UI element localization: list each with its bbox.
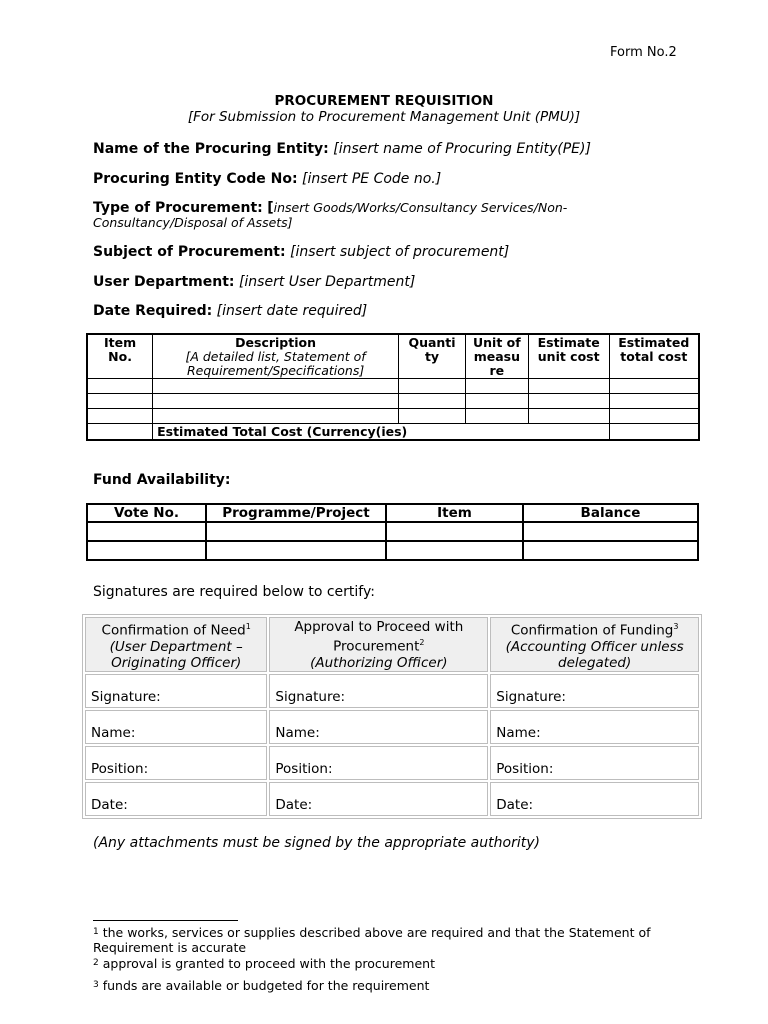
header-item-no: Item No. <box>87 334 153 379</box>
footnote-ref: 1 <box>245 622 251 631</box>
date-field[interactable]: Date: <box>269 782 488 816</box>
field-value: [insert User Department] <box>238 274 416 290</box>
field-label: Subject of Procurement: <box>93 244 286 260</box>
footnote-ref: 3 <box>673 622 679 631</box>
field-bracket: [ <box>267 200 274 216</box>
signatures-header-row <box>85 617 699 672</box>
position-field[interactable]: Position: <box>85 746 267 780</box>
column-role: (Accounting Officer unless <box>505 638 684 655</box>
fund-table <box>86 503 699 561</box>
name-field[interactable]: Name: <box>269 710 488 744</box>
header-balance: Balance <box>523 504 698 522</box>
cell[interactable] <box>386 522 523 541</box>
field-subject <box>93 244 509 260</box>
header-unit: Unit of measu re <box>465 334 528 379</box>
total-cost-label: Estimated Total Cost (Currency(ies) <box>153 424 610 441</box>
footnote-text-continued: Requirement is accurate <box>93 940 247 955</box>
total-row <box>87 424 699 441</box>
column-approval-to-proceed <box>269 617 488 672</box>
field-value: [insert date required] <box>216 303 368 319</box>
column-title-continued: Procurement <box>333 638 420 655</box>
cell[interactable] <box>609 379 699 394</box>
column-title: Confirmation of Funding <box>510 622 674 639</box>
footnote-text: approval is granted to proceed with the procurement <box>102 956 435 971</box>
cell[interactable] <box>87 541 206 560</box>
column-confirmation-of-funding <box>490 617 699 672</box>
column-role: (User Department – <box>109 638 243 655</box>
cell[interactable] <box>87 522 206 541</box>
footnote-mark: 1 <box>93 927 99 937</box>
header-unit-cost: Estimate unit cost <box>528 334 609 379</box>
items-table <box>86 333 700 441</box>
field-user-department <box>93 274 415 290</box>
footnote-text: funds are available or budgeted for the requirement <box>102 978 430 993</box>
header-description-sub: [A detailed list, Statement of Requirement/Specifications] <box>185 349 366 378</box>
column-title: Confirmation of Need <box>101 622 246 639</box>
column-confirmation-of-need <box>85 617 267 672</box>
position-field[interactable]: Position: <box>269 746 488 780</box>
field-label: Name of the Procuring Entity: <box>93 141 329 157</box>
cell <box>87 424 153 441</box>
table-row <box>87 522 698 541</box>
fund-header-row <box>87 504 698 522</box>
page-subtitle: [For Submission to Procurement Management Unit (PMU)] <box>187 109 581 125</box>
items-header-row <box>87 334 699 379</box>
signature-field[interactable]: Signature: <box>85 674 267 708</box>
footnote-3 <box>93 978 693 993</box>
cell[interactable] <box>399 409 466 424</box>
footnote-text: the works, services or supplies described above are required and that the Statement of <box>102 925 651 940</box>
date-field[interactable]: Date: <box>85 782 267 816</box>
field-label: Type of Procurement: <box>93 200 263 216</box>
cell[interactable] <box>523 522 698 541</box>
field-value: insert Goods/Works/Consultancy Services/Non- <box>273 200 568 215</box>
field-value: [insert subject of procurement] <box>290 244 510 260</box>
total-cost-cell[interactable] <box>609 424 699 441</box>
name-row <box>85 710 699 744</box>
signature-field[interactable]: Signature: <box>269 674 488 708</box>
table-row <box>87 394 699 409</box>
signatures-intro: Signatures are required below to certify: <box>93 584 375 600</box>
header-description-label: Description <box>235 335 317 350</box>
header-description <box>153 334 399 379</box>
date-row <box>85 782 699 816</box>
field-label: User Department: <box>93 274 235 290</box>
field-entity-name <box>93 141 591 157</box>
cell[interactable] <box>206 541 386 560</box>
page-title: PROCUREMENT REQUISITION <box>274 93 494 109</box>
header-item: Item <box>386 504 523 522</box>
footnote-mark: 2 <box>93 958 99 968</box>
name-field[interactable]: Name: <box>85 710 267 744</box>
table-row <box>87 541 698 560</box>
field-label: Procuring Entity Code No: <box>93 171 298 187</box>
cell[interactable] <box>399 394 466 409</box>
header-quantity: Quanti ty <box>399 334 466 379</box>
footnote-1 <box>93 925 693 955</box>
footnote-2 <box>93 956 693 971</box>
column-title: Approval to Proceed with <box>294 619 464 635</box>
footnote-mark: 3 <box>93 980 99 990</box>
cell[interactable] <box>528 379 609 394</box>
cell[interactable] <box>465 394 528 409</box>
form-number: Form No.2 <box>610 45 677 60</box>
attachments-note: (Any attachments must be signed by the appropriate authority) <box>93 835 540 851</box>
date-field[interactable]: Date: <box>490 782 699 816</box>
cell[interactable] <box>153 379 399 394</box>
cell[interactable] <box>528 409 609 424</box>
cell[interactable] <box>87 379 153 394</box>
table-row <box>87 379 699 394</box>
signature-row <box>85 674 699 708</box>
cell[interactable] <box>386 541 523 560</box>
cell[interactable] <box>399 379 466 394</box>
header-programme: Programme/Project <box>206 504 386 522</box>
name-field[interactable]: Name: <box>490 710 699 744</box>
cell[interactable] <box>206 522 386 541</box>
cell[interactable] <box>87 394 153 409</box>
cell[interactable] <box>609 394 699 409</box>
cell[interactable] <box>153 394 399 409</box>
field-value: [insert name of Procuring Entity(PE)] <box>333 141 591 157</box>
cell[interactable] <box>609 409 699 424</box>
signatures-table <box>82 614 702 819</box>
header-vote-no: Vote No. <box>87 504 206 522</box>
header-total-cost: Estimated total cost <box>609 334 699 379</box>
signature-field[interactable]: Signature: <box>490 674 699 708</box>
cell[interactable] <box>528 394 609 409</box>
field-date-required <box>93 303 367 319</box>
position-field[interactable]: Position: <box>490 746 699 780</box>
footnote-divider <box>93 920 238 921</box>
column-role-continued: delegated) <box>558 654 632 671</box>
field-value: [insert PE Code no.] <box>302 171 442 187</box>
fund-availability-title: Fund Availability: <box>93 472 231 488</box>
cell[interactable] <box>523 541 698 560</box>
field-procurement-type <box>93 200 567 230</box>
cell[interactable] <box>153 409 399 424</box>
position-row <box>85 746 699 780</box>
cell[interactable] <box>465 379 528 394</box>
field-entity-code <box>93 171 441 187</box>
column-role-continued: Originating Officer) <box>111 654 242 671</box>
cell[interactable] <box>87 409 153 424</box>
field-label: Date Required: <box>93 303 213 319</box>
field-value-continued: Consultancy/Disposal of Assets] <box>93 215 293 230</box>
table-row <box>87 409 699 424</box>
column-role: (Authorizing Officer) <box>310 654 448 671</box>
footnote-ref: 2 <box>419 638 425 647</box>
cell[interactable] <box>465 409 528 424</box>
